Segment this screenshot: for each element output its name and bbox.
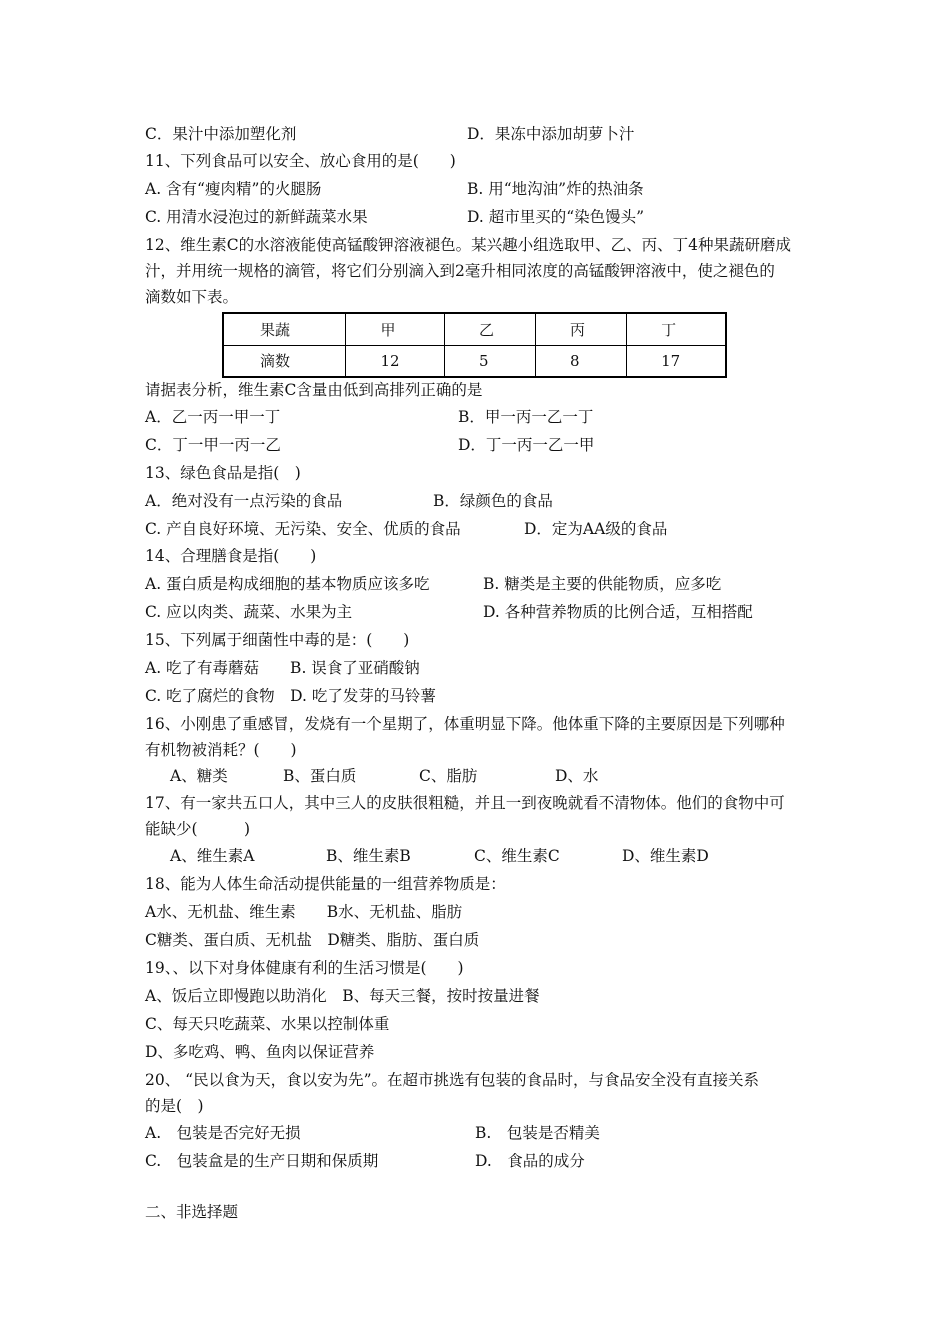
q11-stem: 11、下列食品可以安全、放心食用的是( ) xyxy=(145,152,456,170)
drops-table xyxy=(222,312,727,378)
q14-stem: 14、合理膳食是指( ) xyxy=(145,547,317,565)
q13-option-c: C. 产自良好环境、无污染、安全、优质的食品 xyxy=(145,520,461,538)
q19-stem: 19、、以下对身体健康有利的生活习惯是( ) xyxy=(145,959,464,977)
table-cell: 17 xyxy=(627,345,726,377)
q20-option-a: A. 包装是否完好无损 xyxy=(145,1124,301,1142)
q14-option-a: A. 蛋白质是构成细胞的基本物质应该多吃 xyxy=(145,575,430,593)
q11-option-c: C. 用清水浸泡过的新鲜蔬菜水果 xyxy=(145,208,368,226)
q17-option-c: C、维生素C xyxy=(474,847,560,865)
q16-option-b: B、蛋白质 xyxy=(283,767,357,785)
q16-stem-line2: 有机物被消耗？( ) xyxy=(145,741,297,759)
table-cell: 甲 xyxy=(346,313,445,345)
q19-option-d: D、多吃鸡、鸭、鱼肉以保证营养 xyxy=(145,1043,375,1061)
q15-options-ab: A. 吃了有毒蘑菇 B. 误食了亚硝酸钠 xyxy=(145,659,420,677)
q12-option-a: A．乙一丙一甲一丁 xyxy=(145,408,281,426)
q12-option-d: D．丁一丙一乙一甲 xyxy=(458,436,595,454)
q17-stem-line2: 能缺少( ) xyxy=(145,820,251,838)
q15-options-cd: C. 吃了腐烂的食物 D. 吃了发芽的马铃薯 xyxy=(145,687,436,705)
q17-option-d: D、维生素D xyxy=(622,847,709,865)
q20-option-d: D. 食品的成分 xyxy=(475,1152,585,1170)
q10-option-c: C．果汁中添加塑化剂 xyxy=(145,125,297,143)
table-cell: 丁 xyxy=(627,313,726,345)
q17-stem-line1: 17、有一家共五口人，其中三人的皮肤很粗糙，并且一到夜晚就看不清物体。他们的食物中可 xyxy=(145,794,785,812)
q14-option-c: C. 应以肉类、蔬菜、水果为主 xyxy=(145,603,353,621)
q16-option-c: C、脂肪 xyxy=(419,767,478,785)
section-heading: 二、非选择题 xyxy=(145,1203,239,1221)
q14-option-b: B. 糖类是主要的供能物质，应多吃 xyxy=(483,575,722,593)
q11-option-a: A. 含有“瘦肉精”的火腿肠 xyxy=(145,180,322,198)
q13-option-a: A．绝对没有一点污染的食品 xyxy=(145,492,343,510)
q13-option-d: D．定为AA级的食品 xyxy=(524,520,668,538)
table-cell: 果蔬 xyxy=(223,313,346,345)
table-cell: 乙 xyxy=(444,313,535,345)
q20-stem-line1: 20、 “民以食为天，食以安为先”。在超市挑选有包装的食品时，与食品安全没有直接关系 xyxy=(145,1071,760,1089)
q12-option-c: C．丁一甲一丙一乙 xyxy=(145,436,281,454)
q19-option-c: C、每天只吃蔬菜、水果以控制体重 xyxy=(145,1015,390,1033)
q12-stem-line4: 请据表分析，维生素C含量由低到高排列正确的是 xyxy=(145,381,483,399)
q16-option-d: D、水 xyxy=(555,767,599,785)
q10-option-d: D．果冻中添加胡萝卜汁 xyxy=(467,125,635,143)
table-cell: 滴数 xyxy=(223,345,346,377)
q20-option-b: B. 包装是否精美 xyxy=(475,1124,600,1142)
q20-option-c: C. 包装盒是的生产日期和保质期 xyxy=(145,1152,379,1170)
q12-option-b: B．甲一丙一乙一丁 xyxy=(458,408,594,426)
table-row xyxy=(223,345,726,377)
table-cell: 5 xyxy=(444,345,535,377)
table-cell: 丙 xyxy=(536,313,627,345)
q16-option-a: A、糖类 xyxy=(170,767,228,785)
q13-option-b: B．绿颜色的食品 xyxy=(433,492,553,510)
q18-stem: 18、能为人体生命活动提供能量的一组营养物质是： xyxy=(145,875,506,893)
table-row xyxy=(223,313,726,345)
q12-stem-line2: 汁，并用统一规格的滴管，将它们分别滴入到2毫升相同浓度的高锰酸钾溶液中，使之褪色的 xyxy=(145,262,775,280)
q15-stem: 15、下列属于细菌性中毒的是：( ) xyxy=(145,631,410,649)
q17-option-b: B、维生素B xyxy=(326,847,411,865)
q11-option-d: D. 超市里买的“染色馒头” xyxy=(467,208,645,226)
q12-stem-line1: 12、维生素C的水溶液能使高锰酸钾溶液褪色。某兴趣小组选取甲、乙、丙、丁4种果蔬研磨成 xyxy=(145,236,791,254)
q18-options-cd: C糖类、蛋白质、无机盐 D糖类、脂肪、蛋白质 xyxy=(145,931,480,949)
table-cell: 8 xyxy=(536,345,627,377)
q20-stem-line2: 的是( ) xyxy=(145,1097,204,1115)
q16-stem-line1: 16、小刚患了重感冒，发烧有一个星期了，体重明显下降。他体重下降的主要原因是下列哪种 xyxy=(145,715,785,733)
q17-option-a: A、维生素A xyxy=(170,847,255,865)
q13-stem: 13、绿色食品是指( ) xyxy=(145,464,301,482)
table-cell: 12 xyxy=(346,345,445,377)
q14-option-d: D. 各种营养物质的比例合适，互相搭配 xyxy=(483,603,753,621)
q18-options-ab: A水、无机盐、维生素 B水、无机盐、脂肪 xyxy=(145,903,463,921)
q12-stem-line3: 滴数如下表。 xyxy=(145,288,239,306)
q11-option-b: B. 用“地沟油”炸的热油条 xyxy=(467,180,644,198)
q19-options-ab: A、饭后立即慢跑以助消化 B、每天三餐，按时按量进餐 xyxy=(145,987,540,1005)
